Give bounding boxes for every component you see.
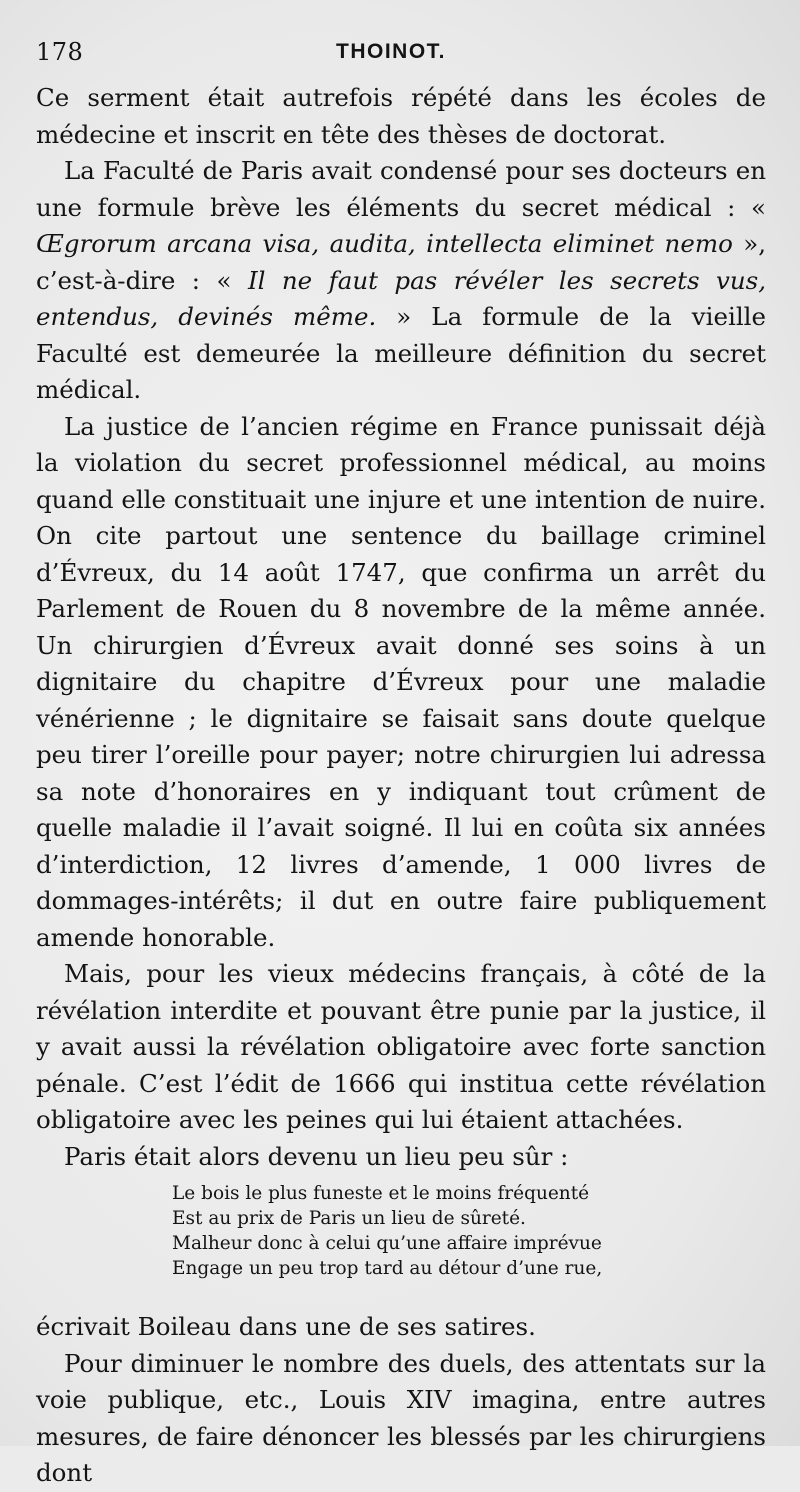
- verse-line: Est au prix de Paris un lieu de sûreté.: [172, 1208, 526, 1229]
- running-head: THOINOT.: [336, 40, 446, 63]
- paragraph-2-text-c: » La formule de la vieille Faculté est demeurée la meilleure définition du secret médical.: [36, 302, 766, 404]
- paragraph-2-text-b: », c’est-à-dire : «: [36, 229, 766, 295]
- verse-line: Malheur donc à celui qu’une affaire imprévue: [172, 1233, 602, 1254]
- paragraph-3: La justice de l’ancien régime en France punissait déjà la violation du secret professionnel médical, au moins quand elle constituait une injure et une intention de nuire. On cite partout une sentence du baillage criminel d’Évreux, du 14 août 1747, que confirma un arrêt du Parlement de Rouen du 8 novembre de la même année. Un chirurgien d’Évreux avait donné ses soins à un dignitaire du chapitre d’Évreux pour une maladie vénérienne ; le dignitaire se faisait sans doute quelque peu tirer l’oreille pour payer; notre chirurgien lui adressa sa note d’honoraires en y indiquant tout crûment de quelle maladie il l’avait soigné. Il lui en coûta six années d’interdiction, 12 livres d’amende, 1 000 livres de dommages-intérêts; il dut en outre faire publiquement amende honorable.: [36, 411, 766, 952]
- paragraph-1: Ce serment était autrefois répété dans les écoles de médecine et inscrit en tête des thèses de doctorat.: [36, 83, 766, 149]
- verse-line: Engage un peu trop tard au détour d’une rue,: [172, 1258, 603, 1279]
- body-text: [36, 80, 766, 1492]
- paragraph-4: Mais, pour les vieux médecins français, à côté de la révélation interdite et pouvant être punie par la justice, il y avait aussi la révélation obligatoire avec forte sanction pénale. C’est l’édit de 1666 qui institua cette révélation obligatoire avec les peines qui lui étaient attachées.: [36, 959, 766, 1134]
- latin-maxim: Œgrorum arcana visa, audita, intellecta eliminet nemo: [36, 229, 733, 258]
- page-number: 178: [36, 38, 84, 66]
- paragraph-5: Paris était alors devenu un lieu peu sûr :: [64, 1141, 569, 1171]
- paragraph-7: Pour diminuer le nombre des duels, des attentats sur la voie publique, etc., Louis XIV imagina, entre autres mesures, de faire dénoncer les blessés par les chirurgiens dont: [36, 1348, 766, 1487]
- verse-line: Le bois le plus funeste et le moins fréquenté: [172, 1183, 590, 1204]
- verse-quote: [172, 1181, 766, 1281]
- paragraph-2-text-a: La Faculté de Paris avait condensé pour ses docteurs en une formule brève les éléments du secret médical : «: [36, 156, 766, 222]
- french-translation: Il ne faut pas révéler les secrets vus, entendus, devinés même.: [36, 265, 766, 331]
- paragraph-6: écrivait Boileau dans une de ses satires.: [36, 1312, 536, 1341]
- page-header: [36, 38, 760, 72]
- paragraph-2: [36, 153, 766, 409]
